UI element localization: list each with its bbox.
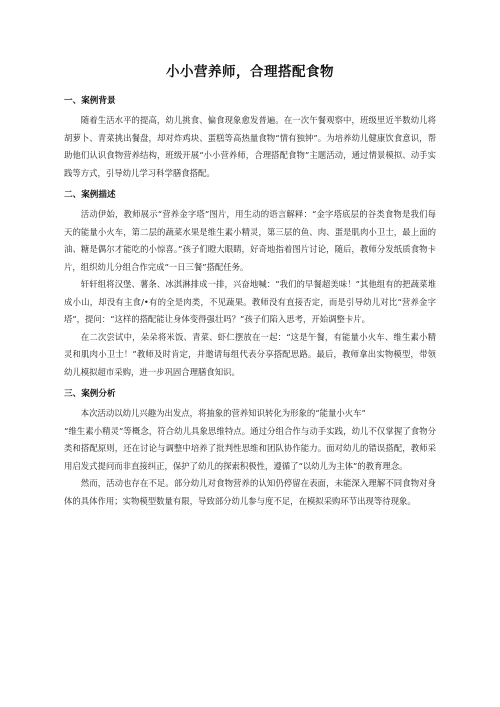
paragraph: 随着生活水平的提高，幼儿挑食、偏食现象愈发普遍。在一次午餐观察中，班级里近半数幼儿将胡萝卜、青菜挑出餐盘，却对炸鸡块、蛋糕等高热量食物“情有独钟”。为培养幼儿健康饮食意识，帮助他们认识食物营养结构，班级开展“小小营养师，合理搭配食物”主题活动，通过情景模拟、动手实践等方式，引导幼儿学习科学膳食搭配。 [64, 115, 436, 178]
section-heading: 三、案例分析 [64, 389, 116, 399]
paragraph: 在二次尝试中，朵朵将米饭、青菜、虾仁摆放在一起：“这是午餐，有能量小火车、维生素小精灵和肌肉小卫士！”教师及时肯定，并邀请每组代表分享搭配思路。最后，教师拿出实物模型，带领幼儿模拟超市采购，进一步巩固合理膳食知识。 [64, 331, 436, 377]
section-background [64, 94, 436, 182]
document-title: 小小营养师，合理搭配食物 [166, 64, 334, 80]
section-heading: 二、案例描述 [64, 190, 116, 200]
paragraph: 然而，活动也存在不足。部分幼儿对食物营养的认知仍停留在表面，未能深入理解不同食物对身体的具体作用；实物模型数量有限，导致部分幼儿参与度不足，在模拟采购环节出现等待现象。 [64, 478, 436, 506]
section-heading: 一、案例背景 [64, 96, 116, 106]
paragraph: 轩轩组将汉堡、薯条、冰淇淋排成一排，兴奋地喊：“我们的早餐超美味！”其他组有的把蔬菜堆成小山，却没有主食/•有的全是肉类，不见蔬果。教师没有直接否定，而是引导幼儿对比“营养金字塔”，提问：“这样的搭配能让身体变得强壮吗？”孩子们陷入思考，开始调整卡片。 [64, 279, 436, 324]
paragraph: 活动伊始，教师展示“营养金字塔”图片，用生动的语言解释：“金字塔底层的谷类食物是我们每天的能量小火车，第二层的蔬菜水果是维生素小精灵，第三层的鱼、肉、蛋是肌肉小卫士，最上面的油、糖是偶尔才能吃的小惊喜。”孩子们瞪大眼睛，好奇地指着图片讨论，随后，教师分发纸质食物卡片，组织幼儿分组合作完成“一日三餐”搭配任务。 [64, 209, 436, 272]
paragraph: 本次活动以幼儿兴趣为出发点，将抽象的营养知识转化为形象的“能量小火车” [80, 408, 366, 418]
paragraph: “维生素小精灵”等概念，符合幼儿具象思维特点。通过分组合作与动手实践，幼儿不仅掌握了食物分类和搭配原则，还在讨论与调整中培养了批判性思维和团队协作能力。面对幼儿的错误搭配，教师采用启发式提问而非直接纠正，保护了幼儿的探索积极性，遵循了“以幼儿为主体”的教育理念。 [64, 425, 436, 471]
section-analysis [64, 387, 436, 510]
section-description [64, 188, 436, 381]
